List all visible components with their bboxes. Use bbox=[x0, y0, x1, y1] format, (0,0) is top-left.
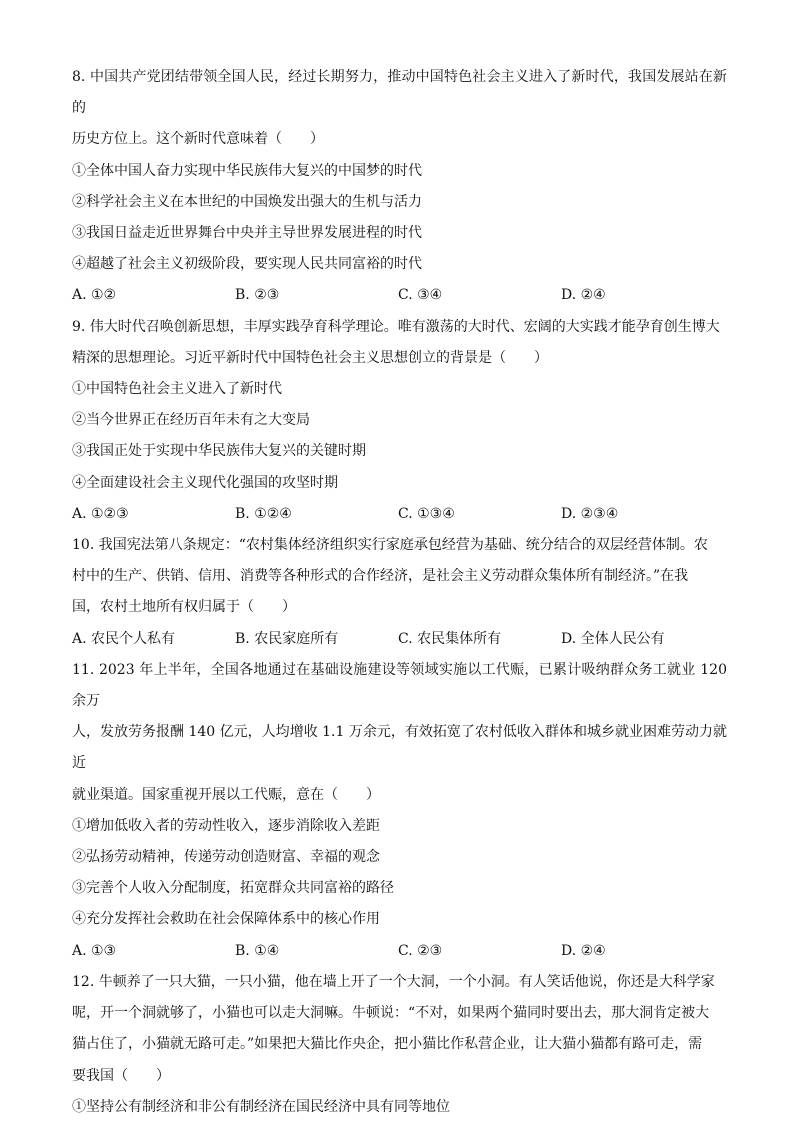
statement-item: ①全体中国人奋力实现中华民族伟大复兴的中国梦的时代 bbox=[72, 162, 422, 179]
answer-options bbox=[72, 499, 727, 530]
statement-item: ④充分发挥社会救助在社会保障体系中的核心作用 bbox=[72, 911, 380, 928]
answer-options bbox=[72, 624, 727, 655]
option-b[interactable]: B. ①②④ bbox=[235, 505, 292, 522]
question-stem: 人，发放劳务报酬 140 亿元，人均增收 1.1 万余元，有效拓宽了农村低收入群体和城乡就业困难劳动力就近 bbox=[72, 724, 727, 772]
option-c[interactable]: C. 农民集体所有 bbox=[398, 630, 502, 647]
option-a[interactable]: A. 农民个人私有 bbox=[72, 630, 176, 647]
statement-item: ③我国日益走近世界舞台中央并主导世界发展进程的时代 bbox=[72, 225, 422, 242]
option-c[interactable]: C. ③④ bbox=[398, 287, 443, 304]
statement-item: ③完善个人收入分配制度，拓宽群众共同富裕的路径 bbox=[72, 880, 394, 897]
question-page bbox=[72, 62, 727, 1123]
question-10 bbox=[72, 530, 727, 655]
question-stem: 村中的生产、供销、信用、消费等各种形式的合作经济，是社会主义劳动群众集体所有制经济。”在我 bbox=[72, 568, 689, 585]
question-stem: 呢，开一个洞就够了，小猫也可以走大洞嘛。牛顿说：“不对，如果两个猫同时要出去，那大洞肯定被大 bbox=[72, 1005, 710, 1022]
answer-options bbox=[72, 936, 727, 967]
question-stem: 精深的思想理论。习近平新时代中国特色社会主义思想创立的背景是（ ） bbox=[72, 349, 548, 366]
statement-item: ④全面建设社会主义现代化强国的攻坚时期 bbox=[72, 474, 338, 491]
option-a[interactable]: A. ①② bbox=[72, 287, 117, 304]
question-11 bbox=[72, 655, 727, 967]
statement-item: ②弘扬劳动精神，传递劳动创造财富、幸福的观念 bbox=[72, 849, 380, 866]
option-d[interactable]: D. ②④ bbox=[561, 942, 606, 959]
statement-item: ②科学社会主义在本世纪的中国焕发出强大的生机与活力 bbox=[72, 193, 422, 210]
question-8 bbox=[72, 62, 727, 312]
option-d[interactable]: D. ②④ bbox=[561, 287, 606, 304]
question-12 bbox=[72, 967, 727, 1123]
statement-item: ②当今世界正在经历百年未有之大变局 bbox=[72, 412, 310, 429]
question-stem: 国，农村土地所有权归属于（ ） bbox=[72, 599, 296, 616]
question-stem: 就业渠道。国家重视开展以工代赈，意在（ ） bbox=[72, 786, 380, 803]
statement-item: ①坚持公有制经济和非公有制经济在国民经济中具有同等地位 bbox=[72, 1098, 450, 1115]
statement-item: ①中国特色社会主义进入了新时代 bbox=[72, 381, 282, 398]
question-stem: 历史方位上。这个新时代意味着（ ） bbox=[72, 131, 324, 148]
question-stem: 9. 伟大时代召唤创新思想，丰厚实践孕育科学理论。唯有激荡的大时代、宏阔的大实践才能孕育创生博大 bbox=[72, 318, 720, 335]
option-a[interactable]: A. ①②③ bbox=[72, 505, 129, 522]
option-b[interactable]: B. ①④ bbox=[235, 942, 280, 959]
option-c[interactable]: C. ②③ bbox=[398, 942, 443, 959]
question-stem: 要我国（ ） bbox=[72, 1067, 170, 1084]
question-stem: 12. 牛顿养了一只大猫，一只小猫，他在墙上开了一个大洞，一个小洞。有人笑话他说，你还是大科学家 bbox=[72, 973, 715, 990]
option-b[interactable]: B. ②③ bbox=[235, 287, 280, 304]
question-stem: 10. 我国宪法第八条规定：“农村集体经济组织实行家庭承包经营为基础、统分结合的双层经营体制。农 bbox=[72, 537, 708, 554]
answer-options bbox=[72, 280, 727, 311]
question-stem: 猫占住了，小猫就无路可走。”如果把大猫比作央企，把小猫比作私营企业，让大猫小猫都有路可走，需 bbox=[72, 1036, 703, 1053]
statement-item: ③我国正处于实现中华民族伟大复兴的关键时期 bbox=[72, 443, 366, 460]
question-stem: 8. 中国共产党团结带领全国人民，经过长期努力，推动中国特色社会主义进入了新时代，我国发展站在新的 bbox=[72, 69, 727, 117]
question-9 bbox=[72, 312, 727, 530]
statement-item: ④超越了社会主义初级阶段，要实现人民共同富裕的时代 bbox=[72, 256, 422, 273]
option-d[interactable]: D. ②③④ bbox=[561, 505, 619, 522]
question-stem: 11. 2023 年上半年，全国各地通过在基础设施建设等领域实施以工代赈，已累计吸纳群众务工就业 120 余万 bbox=[72, 661, 727, 710]
option-d[interactable]: D. 全体人民公有 bbox=[561, 630, 665, 647]
option-b[interactable]: B. 农民家庭所有 bbox=[235, 630, 339, 647]
option-a[interactable]: A. ①③ bbox=[72, 942, 117, 959]
option-c[interactable]: C. ①③④ bbox=[398, 505, 455, 522]
statement-item: ①增加低收入者的劳动性收入，逐步消除收入差距 bbox=[72, 817, 380, 834]
